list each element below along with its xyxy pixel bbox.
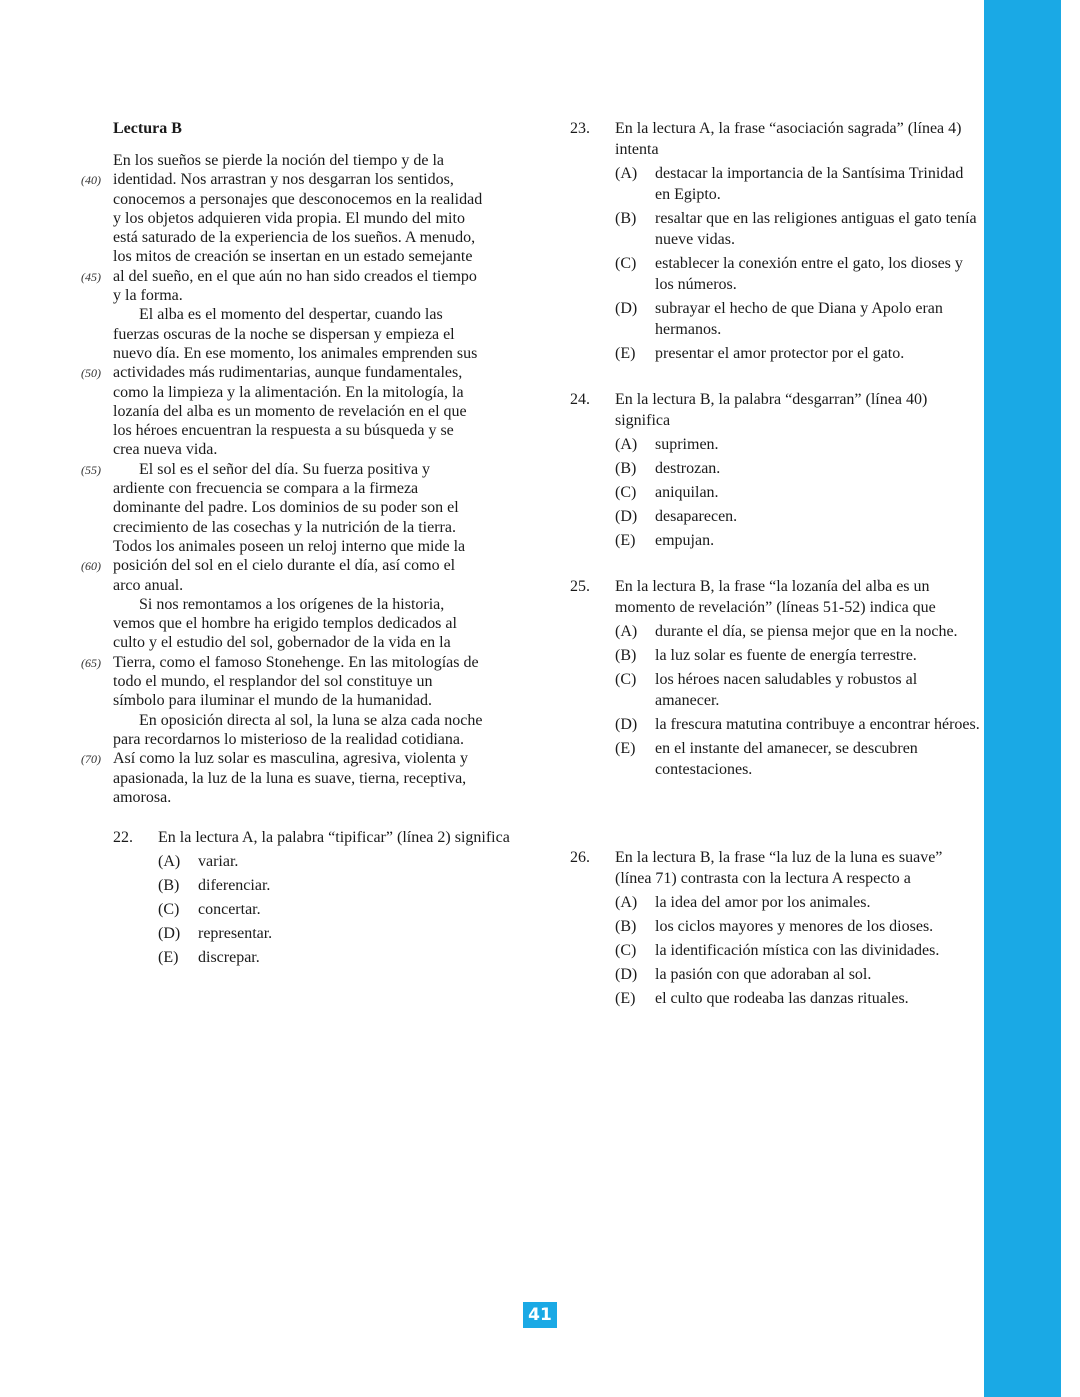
passage-line bbox=[81, 749, 533, 768]
page-number: 41 bbox=[523, 1302, 557, 1328]
passage-text: conocemos a personajes que desconocemos en la realidad bbox=[113, 190, 483, 208]
answer-option bbox=[615, 988, 982, 1009]
option-text: resaltar que en las religiones antiguas el gato tenía nueve vidas. bbox=[655, 210, 977, 248]
option-text: subrayar el hecho de que Diana y Apolo eran hermanos. bbox=[655, 300, 943, 338]
option-text: aniquilan. bbox=[655, 484, 719, 501]
passage-text: al del sueño, en el que aún no han sido creados el tiempo bbox=[113, 267, 477, 285]
passage-text: apasionada, la luz de la luna es suave, tierna, receptiva, bbox=[113, 769, 467, 787]
option-letter: (B) bbox=[615, 647, 637, 664]
answer-option bbox=[615, 253, 980, 295]
answer-option bbox=[615, 621, 980, 642]
passage-text: culto y el estudio del sol, gobernador de la vida en la bbox=[113, 634, 451, 652]
question-stem: En la lectura A, la frase “asociación sagrada” (línea 4) intenta bbox=[615, 120, 962, 158]
passage-text: símbolo para iluminar el mundo de la humanidad. bbox=[113, 692, 433, 710]
passage-line bbox=[113, 672, 533, 691]
option-text: empujan. bbox=[655, 532, 715, 549]
option-letter: (E) bbox=[615, 345, 636, 362]
passage-text: ardiente con frecuencia se compara a la firmeza bbox=[113, 480, 419, 498]
passage-text: amorosa. bbox=[113, 788, 172, 806]
answer-option bbox=[615, 458, 980, 479]
option-text: concertar. bbox=[198, 901, 261, 918]
passage-line bbox=[81, 460, 533, 479]
passage-line bbox=[113, 440, 533, 459]
reading-title: Lectura B bbox=[113, 120, 182, 137]
answer-option bbox=[615, 530, 980, 551]
option-text: la pasión con que adoraban al sol. bbox=[655, 966, 872, 983]
line-number: (65) bbox=[81, 655, 101, 670]
option-letter: (B) bbox=[615, 460, 637, 477]
option-text: suprimen. bbox=[655, 436, 719, 453]
passage-text: crecimiento de las cosechas y la nutrición de la tierra. bbox=[113, 518, 456, 536]
line-number: (60) bbox=[81, 559, 101, 574]
passage-line bbox=[113, 344, 533, 363]
passage-line bbox=[113, 576, 533, 595]
option-text: destacar la importancia de la Santísima Trinidad en Egipto. bbox=[655, 165, 964, 203]
passage-line bbox=[113, 518, 533, 537]
answer-option bbox=[615, 208, 980, 250]
passage-text: En los sueños se pierde la noción del tiempo y de la bbox=[113, 152, 445, 169]
passage-text: En oposición directa al sol, la luna se alza cada noche bbox=[139, 711, 483, 729]
option-letter: (A) bbox=[158, 853, 181, 870]
passage-line bbox=[113, 305, 533, 324]
question-number: 22. bbox=[113, 829, 133, 846]
option-text: la idea del amor por los animales. bbox=[655, 894, 871, 911]
option-letter: (A) bbox=[615, 165, 638, 182]
passage-line bbox=[113, 479, 533, 498]
passage-text: como la limpieza y la alimentación. En la mitología, la bbox=[113, 383, 464, 401]
option-text: durante el día, se piensa mejor que en la noche. bbox=[655, 623, 958, 640]
passage-text: fuerzas oscuras de la noche se dispersan y empieza el bbox=[113, 325, 455, 343]
answer-option bbox=[615, 482, 980, 503]
answer-option bbox=[615, 892, 982, 913]
passage-text: Todos los animales poseen un reloj interno que mide la bbox=[113, 537, 466, 555]
passage-line bbox=[113, 711, 533, 730]
option-letter: (E) bbox=[615, 532, 636, 549]
answer-option bbox=[158, 899, 533, 920]
option-text: destrozan. bbox=[655, 460, 721, 477]
passage-line bbox=[113, 614, 533, 633]
question-stem: En la lectura A, la palabra “tipificar” (línea 2) significa bbox=[158, 829, 510, 846]
passage-text: identidad. Nos arrastran y nos desgarran los sentidos, bbox=[113, 171, 454, 189]
option-letter: (C) bbox=[615, 484, 637, 501]
option-text: establecer la conexión entre el gato, los dioses y los números. bbox=[655, 255, 963, 293]
option-text: el culto que rodeaba las danzas rituales. bbox=[655, 990, 909, 1007]
side-color-bar bbox=[984, 0, 1061, 1397]
passage-text: posición del sol en el cielo durante el día, así como el bbox=[113, 557, 456, 575]
question-number: 25. bbox=[570, 578, 590, 595]
answer-option bbox=[615, 964, 982, 985]
passage-text: El alba es el momento del despertar, cuando las bbox=[139, 306, 443, 324]
line-number: (45) bbox=[81, 269, 101, 284]
passage-text: está saturado de la experiencia de los sueños. A menudo, bbox=[113, 229, 476, 247]
option-letter: (D) bbox=[615, 508, 638, 525]
passage-text: Así como la luz solar es masculina, agresiva, violenta y bbox=[113, 750, 469, 768]
question-stem: En la lectura B, la palabra “desgarran” (línea 40) significa bbox=[615, 391, 928, 429]
option-text: representar. bbox=[198, 925, 273, 942]
option-letter: (C) bbox=[615, 942, 637, 959]
passage-line bbox=[81, 556, 533, 575]
option-text: desaparecen. bbox=[655, 508, 738, 525]
passage-line bbox=[81, 653, 533, 672]
passage-text: crea nueva vida. bbox=[113, 441, 218, 459]
option-letter: (D) bbox=[615, 300, 638, 317]
option-letter: (A) bbox=[615, 436, 638, 453]
answer-option bbox=[615, 343, 980, 364]
option-letter: (A) bbox=[615, 894, 638, 911]
option-text: los héroes nacen saludables y robustos al amanecer. bbox=[655, 671, 918, 709]
passage-line bbox=[113, 151, 533, 170]
option-letter: (C) bbox=[615, 255, 637, 272]
passage-text: y los objetos adquieren vida propia. El mundo del mito bbox=[113, 209, 465, 227]
passage-text: dominante del padre. Los dominios de su poder son el bbox=[113, 499, 459, 517]
line-number: (70) bbox=[81, 752, 101, 767]
passage-text: Tierra, como el famoso Stonehenge. En las mitologías de bbox=[113, 653, 479, 671]
answer-option bbox=[615, 940, 982, 961]
option-letter: (A) bbox=[615, 623, 638, 640]
option-text: en el instante del amanecer, se descubren contestaciones. bbox=[655, 740, 918, 778]
answer-option bbox=[615, 916, 982, 937]
answer-option bbox=[158, 875, 533, 896]
reading-passage bbox=[81, 151, 533, 807]
option-text: diferenciar. bbox=[198, 877, 271, 894]
answer-option bbox=[158, 947, 533, 968]
passage-text: los héroes encuentran la respuesta a su búsqueda y se bbox=[113, 422, 454, 440]
option-letter: (D) bbox=[158, 925, 181, 942]
option-letter: (B) bbox=[158, 877, 180, 894]
option-letter: (D) bbox=[615, 966, 638, 983]
option-letter: (B) bbox=[615, 918, 637, 935]
passage-line bbox=[113, 498, 533, 517]
answer-option bbox=[615, 669, 980, 711]
question-22 bbox=[113, 827, 533, 968]
answer-option bbox=[615, 738, 980, 780]
passage-line bbox=[113, 209, 533, 228]
option-text: variar. bbox=[198, 853, 239, 870]
passage-line bbox=[113, 769, 533, 788]
passage-text: arco anual. bbox=[113, 576, 184, 594]
line-number: (40) bbox=[81, 173, 101, 188]
question-stem: En la lectura B, la frase “la luz de la luna es suave” (línea 71) contrasta con la lectura A respecto a bbox=[615, 849, 943, 887]
option-letter: (C) bbox=[158, 901, 180, 918]
passage-text: los mitos de creación se insertan en un estado semejante bbox=[113, 248, 473, 266]
passage-line bbox=[113, 537, 533, 556]
passage-text: y la forma. bbox=[113, 287, 183, 305]
passage-text: para recordarnos lo misterioso de la realidad cotidiana. bbox=[113, 730, 464, 748]
passage-line bbox=[113, 788, 533, 807]
passage-line bbox=[113, 228, 533, 247]
option-text: la luz solar es fuente de energía terrestre. bbox=[655, 647, 917, 664]
passage-line bbox=[113, 190, 533, 209]
question-stem: En la lectura B, la frase “la lozanía del alba es un momento de revelación” (líneas 51-52) indica que bbox=[615, 578, 936, 616]
passage-text: lozanía del alba es un momento de revelación en el que bbox=[113, 402, 467, 420]
passage-line bbox=[113, 633, 533, 652]
passage-line bbox=[113, 402, 533, 421]
option-text: discrepar. bbox=[198, 949, 260, 966]
passage-line bbox=[113, 421, 533, 440]
option-letter: (E) bbox=[158, 949, 179, 966]
option-letter: (D) bbox=[615, 716, 638, 733]
option-letter: (E) bbox=[615, 990, 636, 1007]
question-23 bbox=[570, 118, 980, 364]
question-number: 24. bbox=[570, 391, 590, 408]
question-number: 26. bbox=[570, 849, 590, 866]
passage-line bbox=[81, 363, 533, 382]
passage-line bbox=[113, 247, 533, 266]
option-letter: (B) bbox=[615, 210, 637, 227]
passage-text: El sol es el señor del día. Su fuerza positiva y bbox=[139, 460, 431, 478]
answer-option bbox=[615, 163, 980, 205]
option-letter: (E) bbox=[615, 740, 636, 757]
answer-option bbox=[615, 434, 980, 455]
passage-line bbox=[81, 267, 533, 286]
passage-line bbox=[81, 170, 533, 189]
passage-text: vemos que el hombre ha erigido templos dedicados al bbox=[113, 615, 457, 633]
passage-line bbox=[113, 383, 533, 402]
line-number: (50) bbox=[81, 366, 101, 381]
option-text: presentar el amor protector por el gato. bbox=[655, 345, 905, 362]
passage-text: Si nos remontamos a los orígenes de la historia, bbox=[139, 595, 445, 613]
question-number: 23. bbox=[570, 120, 590, 137]
answer-option bbox=[158, 851, 533, 872]
passage-line bbox=[113, 730, 533, 749]
passage-line bbox=[113, 691, 533, 710]
answer-option bbox=[615, 714, 980, 735]
passage-line bbox=[113, 595, 533, 614]
passage-text: todo el mundo, el resplandor del sol constituye un bbox=[113, 673, 433, 691]
passage-text: actividades más rudimentarias, aunque fundamentales, bbox=[113, 364, 463, 382]
passage-line bbox=[113, 286, 533, 305]
option-text: la frescura matutina contribuye a encontrar héroes. bbox=[655, 716, 980, 733]
answer-option bbox=[615, 506, 980, 527]
question-24 bbox=[570, 389, 980, 551]
passage-line bbox=[113, 325, 533, 344]
passage-text: nuevo día. En ese momento, los animales emprenden sus bbox=[113, 344, 478, 362]
question-25 bbox=[570, 576, 980, 780]
option-text: los ciclos mayores y menores de los dioses. bbox=[655, 918, 934, 935]
option-text: la identificación mística con las divinidades. bbox=[655, 942, 940, 959]
line-number: (55) bbox=[81, 462, 101, 477]
answer-option bbox=[158, 923, 533, 944]
question-26 bbox=[570, 847, 982, 1009]
answer-option bbox=[615, 298, 980, 340]
option-letter: (C) bbox=[615, 671, 637, 688]
answer-option bbox=[615, 645, 980, 666]
